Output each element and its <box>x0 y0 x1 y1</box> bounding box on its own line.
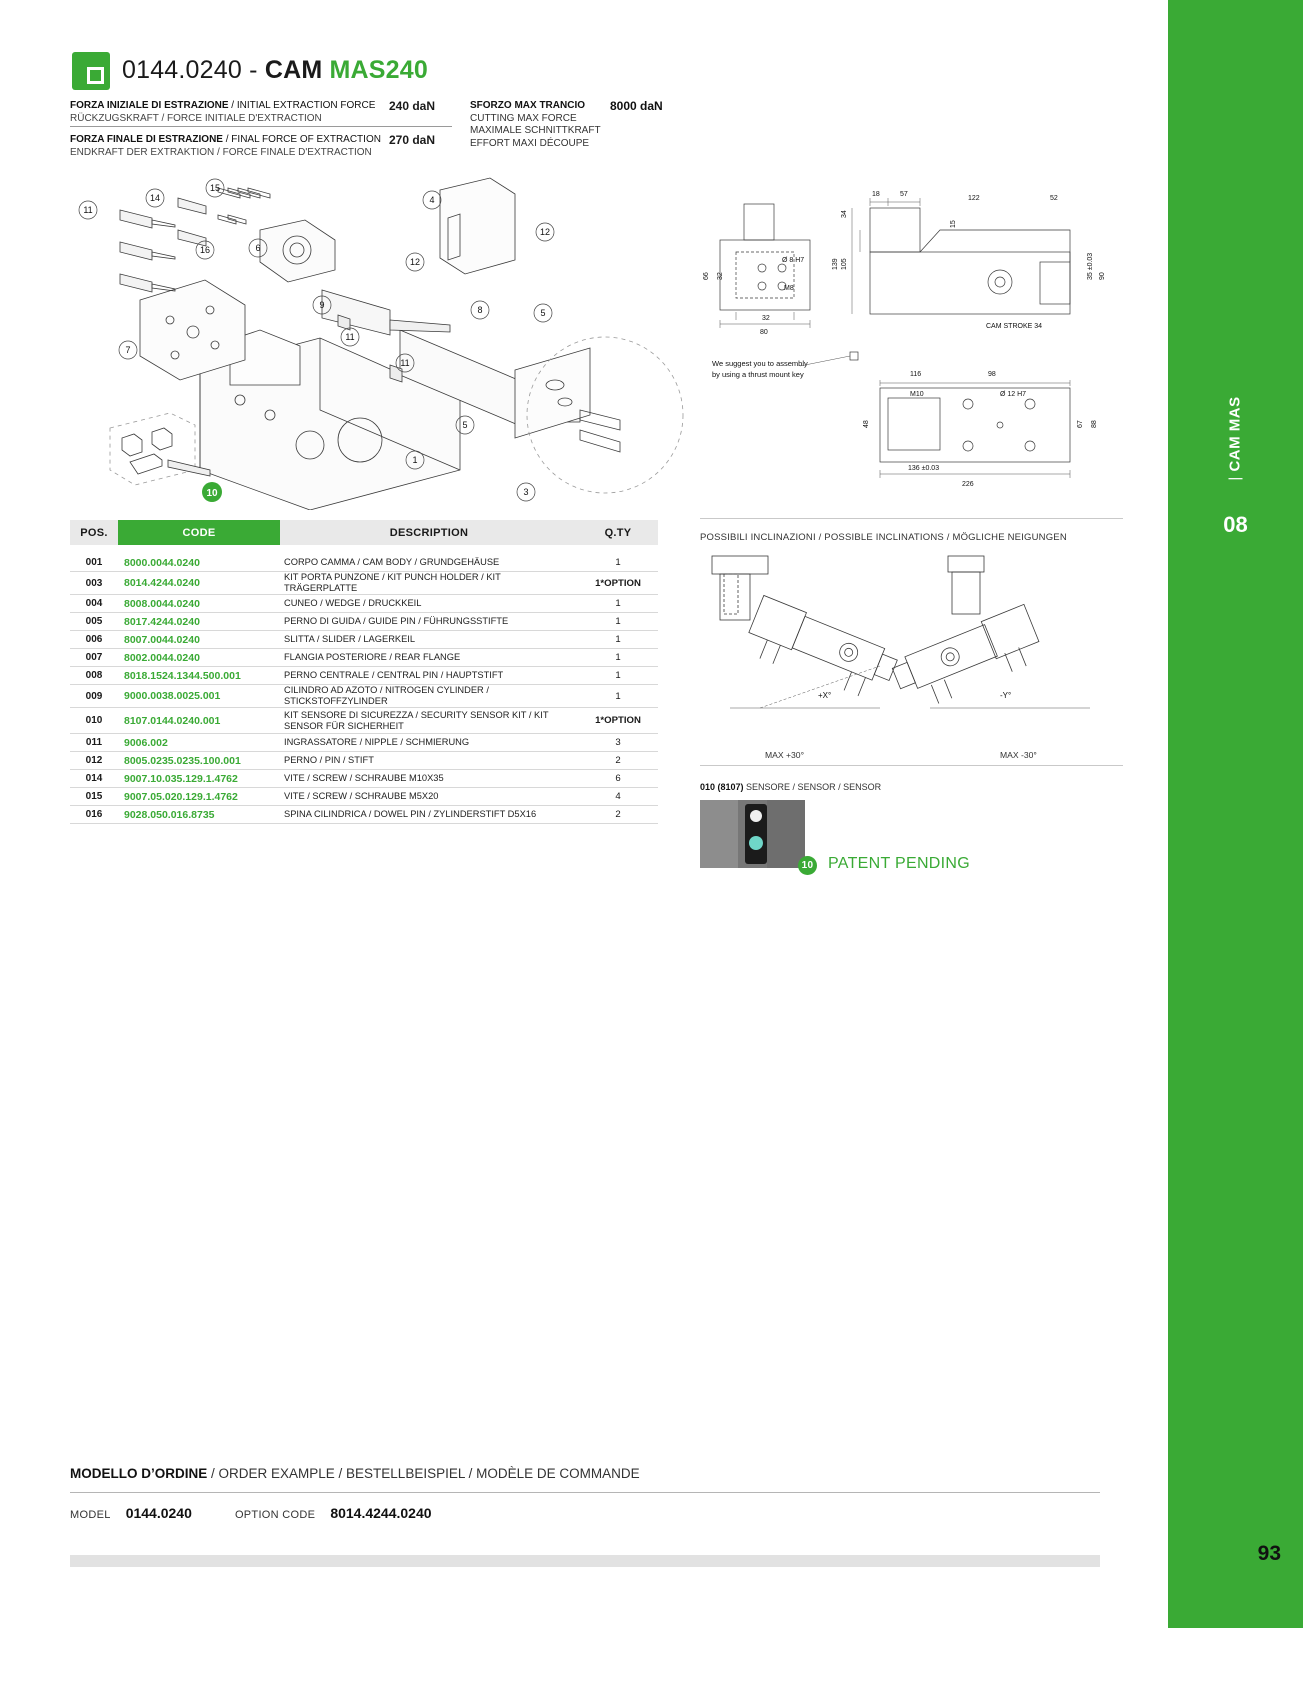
svg-text:5: 5 <box>540 308 546 318</box>
svg-text:by using a thrust mount key: by using a thrust mount key <box>712 370 804 379</box>
cell-code: 9006.002 <box>124 736 168 749</box>
cell-qty: 1 <box>615 557 621 568</box>
cell-code: 8005.0235.0235.100.001 <box>124 754 241 767</box>
cell-qty: 6 <box>615 773 621 784</box>
svg-text:16: 16 <box>199 245 211 255</box>
cell-code: 9000.0038.0025.001 <box>124 690 221 702</box>
sensor-photo-led-white <box>750 810 762 822</box>
cell-pos: 003 <box>85 577 103 589</box>
svg-text:5: 5 <box>462 420 468 430</box>
svg-text:12: 12 <box>539 227 551 237</box>
patent-pending-text: PATENT PENDING <box>828 855 970 872</box>
cell-description: KIT PORTA PUNZONE / KIT PUNCH HOLDER / KIT TRÄGERPLATTE <box>284 572 501 593</box>
svg-text:18: 18 <box>872 191 880 198</box>
table-row <box>70 667 658 685</box>
cell-description: FLANGIA POSTERIORE / REAR FLANGE <box>284 652 461 662</box>
svg-text:48: 48 <box>863 420 870 428</box>
cell-code: 8018.1524.1344.500.001 <box>124 669 241 682</box>
spec-line2: RÜCKZUGSKRAFT / FORCE INITIALE D'EXTRACTION <box>70 112 322 124</box>
cell-qty: 1*OPTION <box>595 577 641 589</box>
cell-code: 8007.0044.0240 <box>124 633 200 646</box>
cell-pos: 010 <box>85 715 103 726</box>
exploded-view-drawing <box>60 170 700 510</box>
inclination-caption-right: MAX -30° <box>1000 750 1037 760</box>
cell-pos: 007 <box>85 652 103 663</box>
cell-code: 9007.10.035.129.1.4762 <box>124 772 238 785</box>
cell-description: VITE / SCREW / SCHRAUBE M10X35 <box>284 773 444 783</box>
inclination-divider-top <box>700 518 1123 519</box>
patent-badge: 10 <box>798 856 817 875</box>
sensor-section-code: 010 (8107) <box>700 782 744 792</box>
spec-divider <box>70 126 452 127</box>
cell-description: VITE / SCREW / SCHRAUBE M5X20 <box>284 791 439 801</box>
inclination-caption-left: MAX +30° <box>765 750 805 760</box>
chapter-dash: | <box>1226 476 1244 481</box>
sensor-photo-led-green <box>749 836 763 850</box>
svg-text:105: 105 <box>841 258 848 270</box>
table-row <box>70 788 658 806</box>
table-row <box>70 734 658 752</box>
sensor-photo <box>700 800 805 868</box>
table-header-pos: POS. <box>80 526 108 539</box>
spec-line1-it: FORZA INIZIALE DI ESTRAZIONE <box>70 100 229 111</box>
cell-code: 8017.4244.0240 <box>124 615 200 628</box>
svg-text:10: 10 <box>206 488 218 499</box>
table-header-description: DESCRIPTION <box>389 526 469 539</box>
chapter-label <box>1227 344 1244 534</box>
cell-code: 9028.050.016.8735 <box>124 808 215 821</box>
svg-text:3: 3 <box>523 487 529 497</box>
cell-description: PERNO DI GUIDA / GUIDE PIN / FÜHRUNGSSTIFTE <box>284 616 509 626</box>
svg-text:8: 8 <box>477 305 483 315</box>
cutting-force-value: 8000 daN <box>610 99 663 113</box>
spec-value-final: 270 daN <box>388 133 435 147</box>
cutting-force-line-fr: EFFORT MAXI DÉCOUPE <box>470 137 590 149</box>
svg-text:139: 139 <box>832 258 839 270</box>
svg-text:90: 90 <box>1099 272 1106 280</box>
cell-pos: 011 <box>85 737 103 748</box>
sensor-section-label: SENSORE / SENSOR / SENSOR <box>743 782 882 792</box>
cutting-force-line-de: MAXIMALE SCHNITTKRAFT <box>470 125 601 136</box>
cell-qty: 1 <box>615 634 621 645</box>
brand-logo-icon <box>72 52 110 90</box>
table-row <box>70 613 658 631</box>
sensor-photo-left-panel <box>700 800 738 868</box>
page-title <box>122 56 428 85</box>
cell-pos: 012 <box>85 755 103 766</box>
cell-description: CORPO CAMMA / CAM BODY / GRUNDGEHÄUSE <box>284 557 500 567</box>
svg-text:7: 7 <box>125 345 131 355</box>
order-example-title-it: MODELLO D’ORDINE <box>70 1466 208 1481</box>
cell-pos: 005 <box>85 616 103 627</box>
cell-qty: 1 <box>615 598 621 609</box>
cell-pos: 015 <box>85 791 103 802</box>
order-example-row <box>70 1505 432 1521</box>
spec-line1-rest: / FINAL FORCE OF EXTRACTION <box>222 134 381 145</box>
svg-text:-Y°: -Y° <box>1000 691 1012 700</box>
cell-pos: 016 <box>85 809 103 820</box>
table-row <box>70 595 658 613</box>
cell-qty: 1 <box>615 670 621 681</box>
svg-text:80: 80 <box>760 329 768 336</box>
svg-text:6: 6 <box>255 243 261 253</box>
sensor-photo-right-panel <box>767 800 805 868</box>
spec-line1-rest: / INITIAL EXTRACTION FORCE <box>228 100 376 111</box>
cell-qty: 2 <box>615 809 621 820</box>
spec-line1-it: FORZA FINALE DI ESTRAZIONE <box>70 134 223 145</box>
table-row <box>70 631 658 649</box>
svg-text:57: 57 <box>900 191 908 198</box>
parts-table <box>70 520 658 824</box>
svg-text:52: 52 <box>1050 195 1058 202</box>
svg-text:14: 14 <box>149 193 161 203</box>
svg-text:We suggest you to assembly: We suggest you to assembly <box>712 359 808 368</box>
svg-text:Ø 12 H7: Ø 12 H7 <box>1000 391 1027 398</box>
svg-text:35 ±0.03: 35 ±0.03 <box>1087 252 1094 280</box>
cell-pos: 014 <box>85 773 103 784</box>
page-number: 93 <box>1257 1542 1281 1565</box>
table-spacer <box>70 545 658 554</box>
svg-text:88: 88 <box>1091 420 1098 428</box>
specs-right <box>470 100 730 150</box>
chapter-label-text: CAM MAS <box>1226 396 1244 472</box>
cell-description: CUNEO / WEDGE / DRUCKKEIL <box>284 598 422 608</box>
cell-qty: 1 <box>615 690 621 702</box>
svg-text:67: 67 <box>1077 420 1084 428</box>
cell-pos: 004 <box>85 598 103 609</box>
svg-text:32: 32 <box>762 315 770 322</box>
table-row <box>70 770 658 788</box>
cell-description: PERNO CENTRALE / CENTRAL PIN / HAUPTSTIFT <box>284 670 504 680</box>
svg-text:136 ±0.03: 136 ±0.03 <box>908 465 940 472</box>
svg-text:1: 1 <box>412 455 418 465</box>
svg-text:Ø 8 H7: Ø 8 H7 <box>782 257 805 264</box>
page-title-separator: - <box>241 56 265 84</box>
page-title-model: MAS240 <box>329 56 428 84</box>
svg-text:34: 34 <box>841 210 848 218</box>
cell-pos: 006 <box>85 634 103 645</box>
svg-text:11: 11 <box>400 358 410 368</box>
cutting-force-title: SFORZO MAX TRANCIO <box>470 100 585 111</box>
cell-qty: 2 <box>615 755 621 766</box>
spec-line2: ENDKRAFT DER EXTRAKTION / FORCE FINALE D'EXTRACTION <box>70 146 372 158</box>
order-example-title <box>70 1466 640 1481</box>
cell-description: KIT SENSORE DI SICUREZZA / SECURITY SENSOR KIT / KIT SENSOR FÜR SICHERHEIT <box>284 709 549 731</box>
svg-text:M8: M8 <box>784 285 794 292</box>
footer-divider <box>70 1492 1100 1493</box>
cell-description: INGRASSATORE / NIPPLE / SCHMIERUNG <box>284 737 470 747</box>
chapter-sidebar <box>1168 0 1303 1628</box>
page-title-cam: CAM <box>264 56 330 84</box>
svg-text:66: 66 <box>703 272 710 280</box>
table-row <box>70 572 658 595</box>
page-title-code: 0144.0240 <box>122 56 242 84</box>
inclination-drawings <box>700 548 1123 763</box>
cutting-force-line-en: CUTTING MAX FORCE <box>470 112 577 124</box>
cell-qty: 3 <box>615 737 621 748</box>
table-row <box>70 649 658 667</box>
technical-dimension-drawing <box>700 170 1140 500</box>
table-row <box>70 806 658 824</box>
option-code-value: 8014.4244.0240 <box>330 1505 432 1521</box>
cell-pos: 008 <box>85 670 103 681</box>
table-row <box>70 752 658 770</box>
chapter-number: 08 <box>1223 512 1248 537</box>
cell-code: 8002.0044.0240 <box>124 651 200 664</box>
svg-text:116: 116 <box>910 371 922 378</box>
model-label: MODEL <box>70 1509 111 1521</box>
table-row <box>70 708 658 734</box>
cell-description: SLITTA / SLIDER / LAGERKEIL <box>284 634 416 644</box>
svg-text:12: 12 <box>409 257 421 267</box>
table-header-code: CODE <box>118 520 280 545</box>
cell-code: 8008.0044.0240 <box>124 597 200 610</box>
svg-text:98: 98 <box>988 371 996 378</box>
svg-text:+X°: +X° <box>818 691 832 700</box>
sensor-section-title <box>700 782 881 792</box>
option-code-label: OPTION CODE <box>234 1509 316 1521</box>
svg-text:9: 9 <box>319 300 325 310</box>
svg-text:15: 15 <box>209 183 221 193</box>
svg-text:32: 32 <box>717 272 724 280</box>
cell-qty: 4 <box>615 791 621 802</box>
cell-pos: 009 <box>85 690 103 702</box>
cell-description: CILINDRO AD AZOTO / NITROGEN CYLINDER / STICKSTOFFZYLINDER <box>284 685 489 706</box>
footer-grey-band <box>70 1555 1100 1567</box>
spec-value-initial: 240 daN <box>388 99 435 113</box>
cell-code: 8014.4244.0240 <box>124 577 200 589</box>
cell-code: 9007.05.020.129.1.4762 <box>124 790 238 803</box>
svg-text:15: 15 <box>950 220 957 228</box>
svg-text:4: 4 <box>429 195 435 205</box>
table-header-qty: Q.TY <box>604 526 632 539</box>
inclination-divider-bottom <box>700 765 1123 766</box>
cell-qty: 1 <box>615 616 621 627</box>
inclinations-title: POSSIBILI INCLINAZIONI / POSSIBLE INCLINATIONS / MÖGLICHE NEIGUNGEN <box>700 532 1067 543</box>
svg-text:11: 11 <box>83 205 93 215</box>
cell-qty: 1 <box>615 652 621 663</box>
svg-text:M10: M10 <box>910 391 924 398</box>
svg-text:11: 11 <box>345 332 355 342</box>
cell-code: 8000.0044.0240 <box>124 556 200 569</box>
table-row <box>70 554 658 572</box>
svg-text:122: 122 <box>968 195 980 202</box>
svg-text:226: 226 <box>962 481 974 488</box>
model-value: 0144.0240 <box>125 1505 192 1521</box>
order-example-title-rest: / ORDER EXAMPLE / BESTELLBEISPIEL / MODÈLE DE COMMANDE <box>207 1466 640 1481</box>
cell-description: SPINA CILINDRICA / DOWEL PIN / ZYLINDERSTIFT D5X16 <box>284 809 537 819</box>
svg-text:CAM STROKE 34: CAM STROKE 34 <box>986 323 1043 330</box>
cell-description: PERNO / PIN / STIFT <box>284 755 374 765</box>
table-row <box>70 685 658 708</box>
cell-pos: 001 <box>85 557 103 568</box>
cell-qty: 1*OPTION <box>595 715 641 726</box>
cell-code: 8107.0144.0240.001 <box>124 714 221 727</box>
table-header-row <box>70 520 658 545</box>
